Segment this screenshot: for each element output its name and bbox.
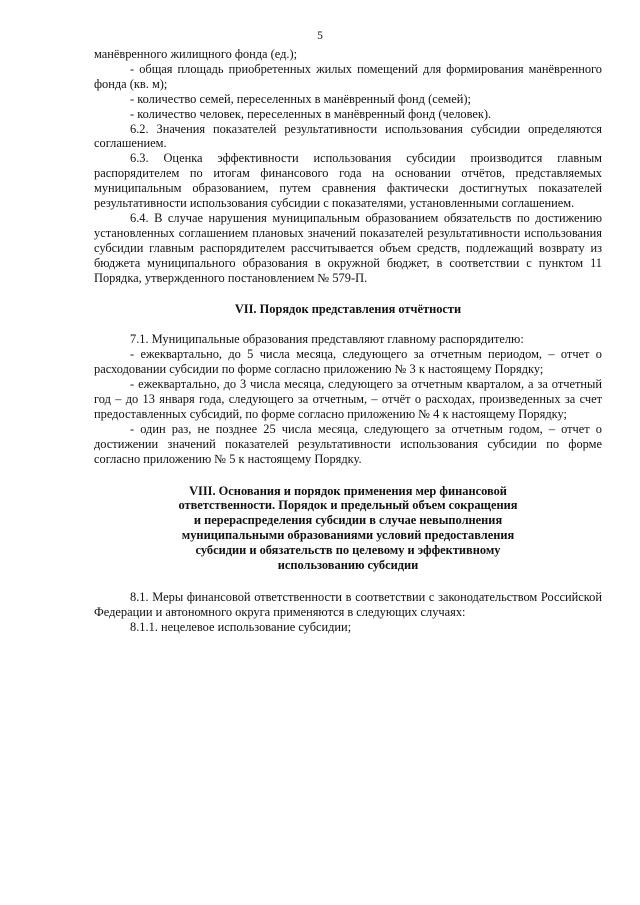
list-item-people: - количество человек, переселенных в манёвренный фонд (человек). (130, 106, 492, 121)
paragraph-8-1-1: 8.1.1. нецелевое использование субсидии; (130, 619, 352, 634)
list-item-quarterly-expense-report: - ежеквартально, до 5 числа месяца, следующего за отчетным периодом, – отчет о расходовании субсидии по форме согласно приложению № 3 к настоящему Порядку; (94, 347, 602, 377)
section-8-heading-line: использованию субсидии (277, 558, 419, 573)
list-item-area: - общая площадь приобретенных жилых помещений для формирования манёвренного фонда (кв. м); (94, 61, 602, 91)
paragraph-6-3: 6.3. Оценка эффективности использования субсидии производится главным распорядителем по итогам финансового года на основании отчётов, представляемых муниципальным образованием, путем сравнения фактически достигнутых показателей результативности использования субсидии с показателями, установленными соглашением. (94, 151, 602, 211)
document-body (94, 47, 602, 635)
page-number: 5 (317, 30, 323, 42)
paragraph-8-1: 8.1. Меры финансовой ответственности в соответствии с законодательством Российской Федерации и автономного округа применяются в следующих случаях: (94, 590, 602, 619)
section-7-heading: VII. Порядок представления отчётности (234, 301, 462, 316)
section-8-heading-line: и перераспределения субсидии в случае невыполнения (193, 513, 503, 528)
paragraph-6-4: 6.4. В случае нарушения муниципальным образованием обязательств по достижению установленных соглашением плановых значений показателей результативности использования субсидии главным распорядителем рассчитывается объем средств, подлежащий возврату из бюджета муниципального образования в окружной бюджет, в соответствии с пунктом 11 Порядка, утвержденного постановлением № 579-П. (94, 210, 602, 285)
paragraph-continuation: манёвренного жилищного фонда (ед.); (94, 47, 298, 61)
section-8-heading-line: ответственности. Порядок и предельный объем сокращения (178, 498, 518, 513)
section-8-heading-line: муниципальными образованиями условий предоставления (181, 528, 515, 543)
paragraph-6-2: 6.2. Значения показателей результативности использования субсидии определяются соглашением. (94, 121, 602, 151)
section-8-heading (94, 484, 602, 573)
section-8-heading-line: VIII. Основания и порядок применения мер финансовой (189, 483, 507, 498)
list-item-families: - количество семей, переселенных в манёвренный фонд (семей); (130, 91, 471, 106)
list-item-quarterly-spending-report: - ежеквартально, до 3 числа месяца, следующего за отчетным кварталом, а за отчетный год – до 13 января года, следующего за отчетным, – отчёт о расходах, произведенных за счет предоставленных субсидий, по форме согласно приложению № 4 к настоящему Порядку; (94, 377, 602, 421)
list-item-annual-results-report: - один раз, не позднее 25 числа месяца, следующего за отчетным годом, – отчет о достижении значений показателей результативности использования субсидии по форме согласно приложению № 5 к настоящему Порядку. (94, 421, 602, 466)
section-8-heading-line: субсидии и обязательств по целевому и эффективному (195, 543, 501, 558)
paragraph-7-1: 7.1. Муниципальные образования представляют главному распорядителю: (130, 332, 524, 347)
